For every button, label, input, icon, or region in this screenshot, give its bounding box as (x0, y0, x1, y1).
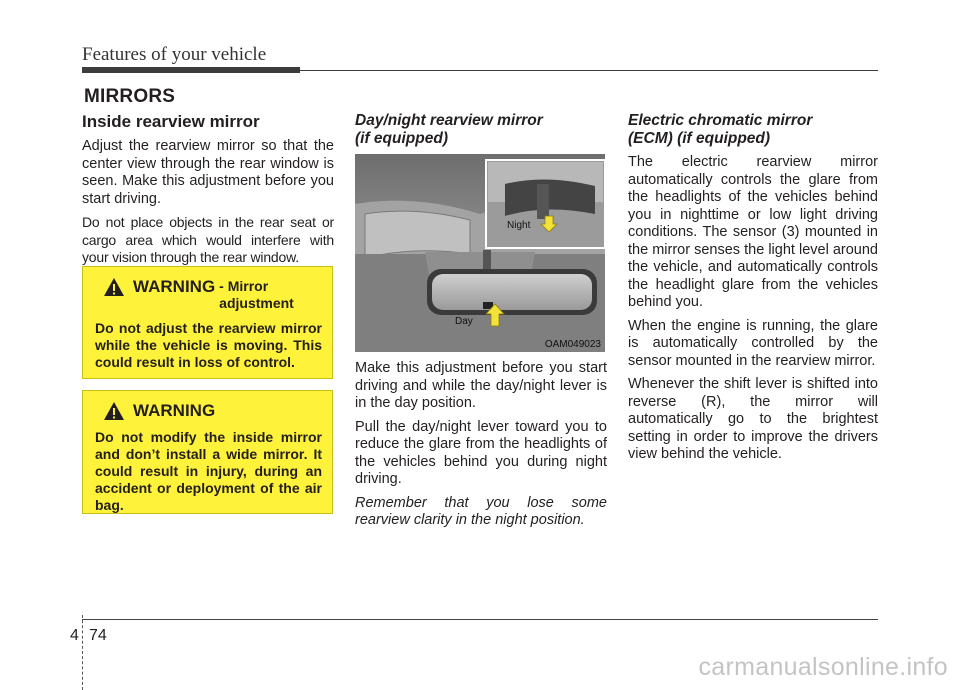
heading-day-night-mirror: Day/night rearview mirror (if equipped) (355, 112, 543, 147)
warning-box-modify-mirror (82, 390, 333, 514)
warning-label: WARNING (133, 277, 216, 296)
warning-subtitle: - Mirror adjustment (219, 278, 294, 311)
paragraph-reverse: Whenever the shift lever is shifted into reverse (R), the mirror will automatically go to the brightest setting in order to improve the drivers view behind the vehicle. (628, 376, 878, 462)
watermark: carmanualsonline.info (698, 653, 948, 681)
column-day-night-mirror (355, 112, 607, 536)
photo-code: OAM049023 (544, 339, 601, 350)
heading-ecm: Electric chromatic mirror (ECM) (if equipped) (628, 112, 813, 147)
header-bar (82, 67, 300, 73)
section-title: MIRRORS (84, 86, 176, 107)
warning-text: Do not modify the inside mirror and don’t install a wide mirror. It could result in injury, during an accident or deployment of the air bag. (95, 429, 322, 513)
warning-text: Do not adjust the rearview mirror while the vehicle is moving. This could result in loss of control. (95, 320, 322, 370)
chapter-number: 4 (70, 627, 79, 644)
mirror-photo (355, 154, 605, 352)
warning-triangle-icon (103, 277, 125, 297)
label-night: Night (507, 220, 531, 231)
paragraph-objects-rear-seat: Do not place objects in the rear seat or cargo area which would interfere with your vision through the rear window. (82, 214, 334, 265)
paragraph-ecm-description: The electric rearview mirror automatically controls the glare from the headlights of the vehicles behind you in nighttime or low light driving conditions. The sensor (3) mounted in the mirror senses the light level around the vehicle, and automatically controls the headlight glare from the vehicles behind you. (628, 154, 878, 310)
page-header-title: Features of your vehicle (82, 44, 267, 65)
paragraph-adjust-mirror: Adjust the rearview mirror so that the center view through the rear window is seen. Make this adjustment before you start driving. (82, 138, 334, 207)
label-day: Day (455, 316, 473, 327)
paragraph-pull-lever: Pull the day/night lever toward you to reduce the glare from the headlights of the vehicles behind you during night driving. (355, 418, 607, 487)
paragraph-make-adjustment: Make this adjustment before you start driving and while the day/night lever is in the day position. (355, 360, 607, 411)
footer-rule (82, 619, 878, 620)
warning-label: WARNING (133, 401, 216, 420)
header-rule (300, 70, 878, 71)
footer-divider (82, 615, 83, 690)
warning-box-mirror-adjustment (82, 266, 333, 379)
warning-triangle-icon (103, 401, 125, 421)
column-electric-chromatic-mirror (628, 112, 878, 470)
heading-inside-rearview-mirror: Inside rearview mirror (82, 112, 260, 131)
mirror-illustration (355, 154, 605, 352)
paragraph-clarity-note: Remember that you lose some rearview clarity in the night position. (355, 494, 607, 528)
page-number: 74 (89, 627, 107, 644)
paragraph-engine-running: When the engine is running, the glare is automatically controlled by the sensor mounted in the rearview mirror. (628, 317, 878, 369)
column-inside-rearview-mirror (82, 112, 334, 273)
